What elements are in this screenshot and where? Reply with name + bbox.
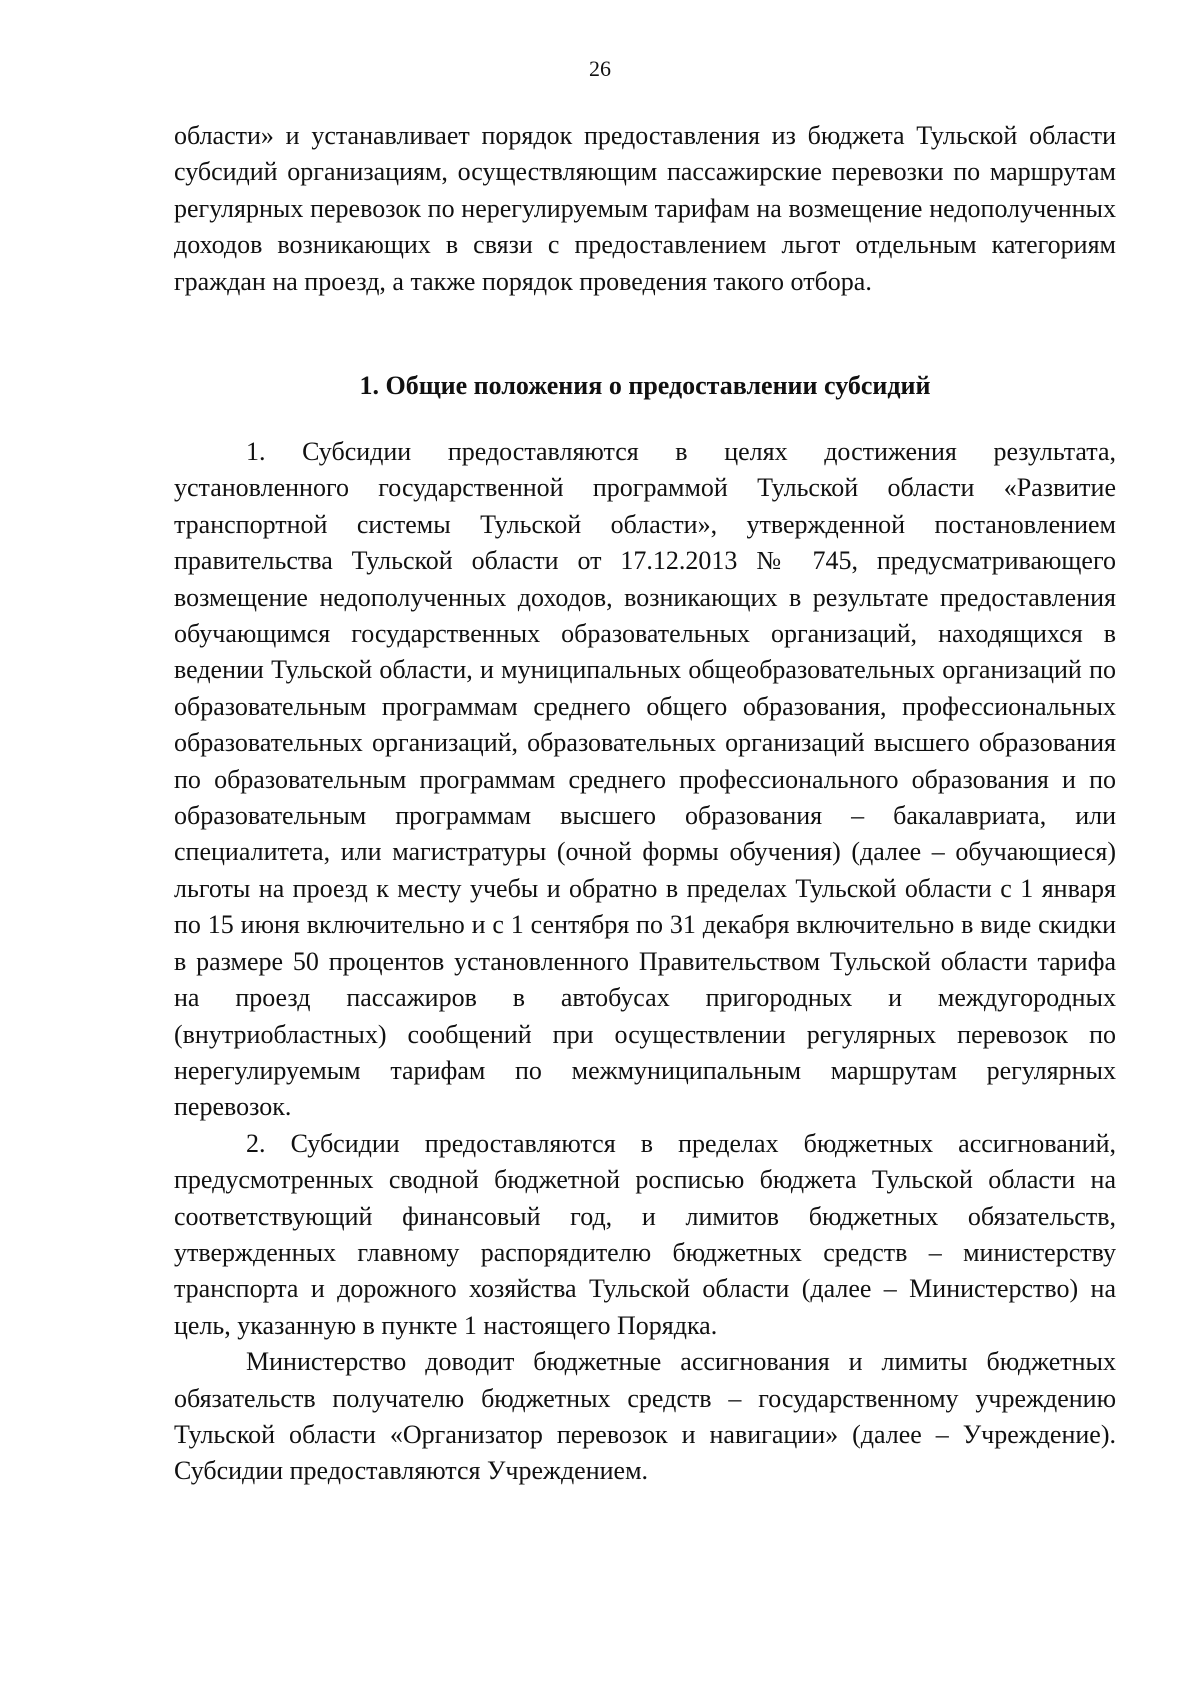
paragraph-1: 1. Субсидии предоставляются в целях достижения результата, установленного государственной программой Тульской области «Развитие транспортной системы Тульской области», утвержденной постановлением правительства Тульской области от 17.12.2013 № 745, предусматривающего возмещение недополученных доходов, возникающих в результате предоставления обучающимся государственных образовательных организаций, находящихся в ведении Тульской области, и муниципальных общеобразовательных организаций по образовательным программам среднего общего образования, профессиональных образовательных организаций, образовательных организаций высшего образования по образовательным программам среднего профессионального образования и по образовательным программам высшего образования – бакалавриата, или специалитета, или магистратуры (очной формы обучения) (далее – обучающиеся) льготы на проезд к месту учебы и обратно в пределах Тульской области с 1 января по 15 июня включительно и с 1 сентября по 31 декабря включительно в виде скидки в размере 50 процентов установленного Правительством Тульской области тарифа на проезд пассажиров в автобусах пригородных и междугородных (внутриобластных) сообщений при осуществлении регулярных перевозок по нерегулируемым тарифам по межмуниципальным маршрутам регулярных перевозок. — [174, 437, 1116, 1122]
page-number: 26 — [589, 56, 611, 81]
intro-paragraph-block — [174, 118, 1116, 300]
paragraph-2: 2. Субсидии предоставляются в пределах бюджетных ассигнований, предусмотренных сводной бюджетной росписью бюджета Тульской области на соответствующий финансовый год, и лимитов бюджетных обязательств, утвержденных главному распорядителю бюджетных средств – министерству транспорта и дорожного хозяйства Тульской области (далее – Министерство) на цель, указанную в пункте 1 настоящего Порядка. — [174, 1128, 1116, 1340]
paragraph-3: Министерство доводит бюджетные ассигнования и лимиты бюджетных обязательств получателю бюджетных средств – государственному учреждению Тульской области «Организатор перевозок и навигации» (далее – Учреждение). Субсидии предоставляются Учреждением. — [174, 1347, 1116, 1486]
intro-paragraph: области» и устанавливает порядок предоставления из бюджета Тульской области субсидий организациям, осуществляющим пассажирские перевозки по маршрутам регулярных перевозок по нерегулируемым тарифам на возмещение недополученных доходов возникающих в связи с предоставлением льгот отдельным категориям граждан на проезд, а также порядок проведения такого отбора. — [174, 121, 1116, 296]
section-heading: 1. Общие положения о предоставлении субсидий — [359, 371, 931, 400]
section-body — [174, 434, 1116, 1490]
